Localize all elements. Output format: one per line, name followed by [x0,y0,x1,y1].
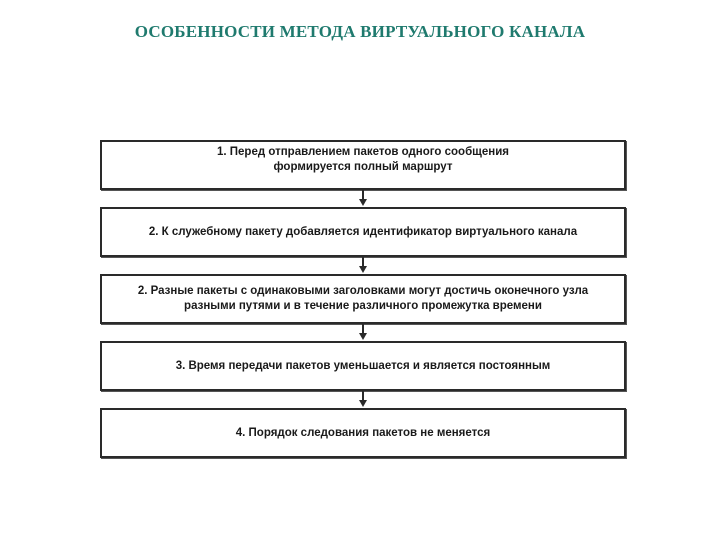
flow-arrow-4 [100,391,626,408]
flow-step-1-line-1: 1. Перед отправлением пакетов одного сообщения [216,146,509,158]
flow-step-5-line-1: 4. Порядок следования пакетов не меняется [235,426,491,439]
arrow-down-icon [359,400,367,407]
flow-arrow-1 [100,190,626,207]
slide-title: ОСОБЕННОСТИ МЕТОДА ВИРТУАЛЬНОГО КАНАЛА [134,22,586,41]
flow-step-1 [100,140,626,190]
flow-arrow-3 [100,324,626,341]
flow-arrow-2 [100,257,626,274]
flowchart [100,140,626,458]
flow-step-3-line-1: 2. Разные пакеты с одинаковыми заголовками могут достичь оконечного узла [137,285,589,297]
flow-step-4-line-1: 3. Время передачи пакетов уменьшается и является постоянным [175,359,551,372]
flow-step-2-line-1: 2. К служебному пакету добавляется идентификатор виртуального канала [148,225,578,238]
flow-step-5 [100,408,626,458]
flow-step-3 [100,274,626,324]
flow-step-1-line-2: формируется полный маршрут [273,161,453,173]
flow-step-2 [100,207,626,257]
arrow-down-icon [359,199,367,206]
flow-step-3-line-2: разными путями и в течение различного промежутка времени [184,300,542,312]
arrow-down-icon [359,266,367,273]
flow-step-4 [100,341,626,391]
arrow-down-icon [359,333,367,340]
